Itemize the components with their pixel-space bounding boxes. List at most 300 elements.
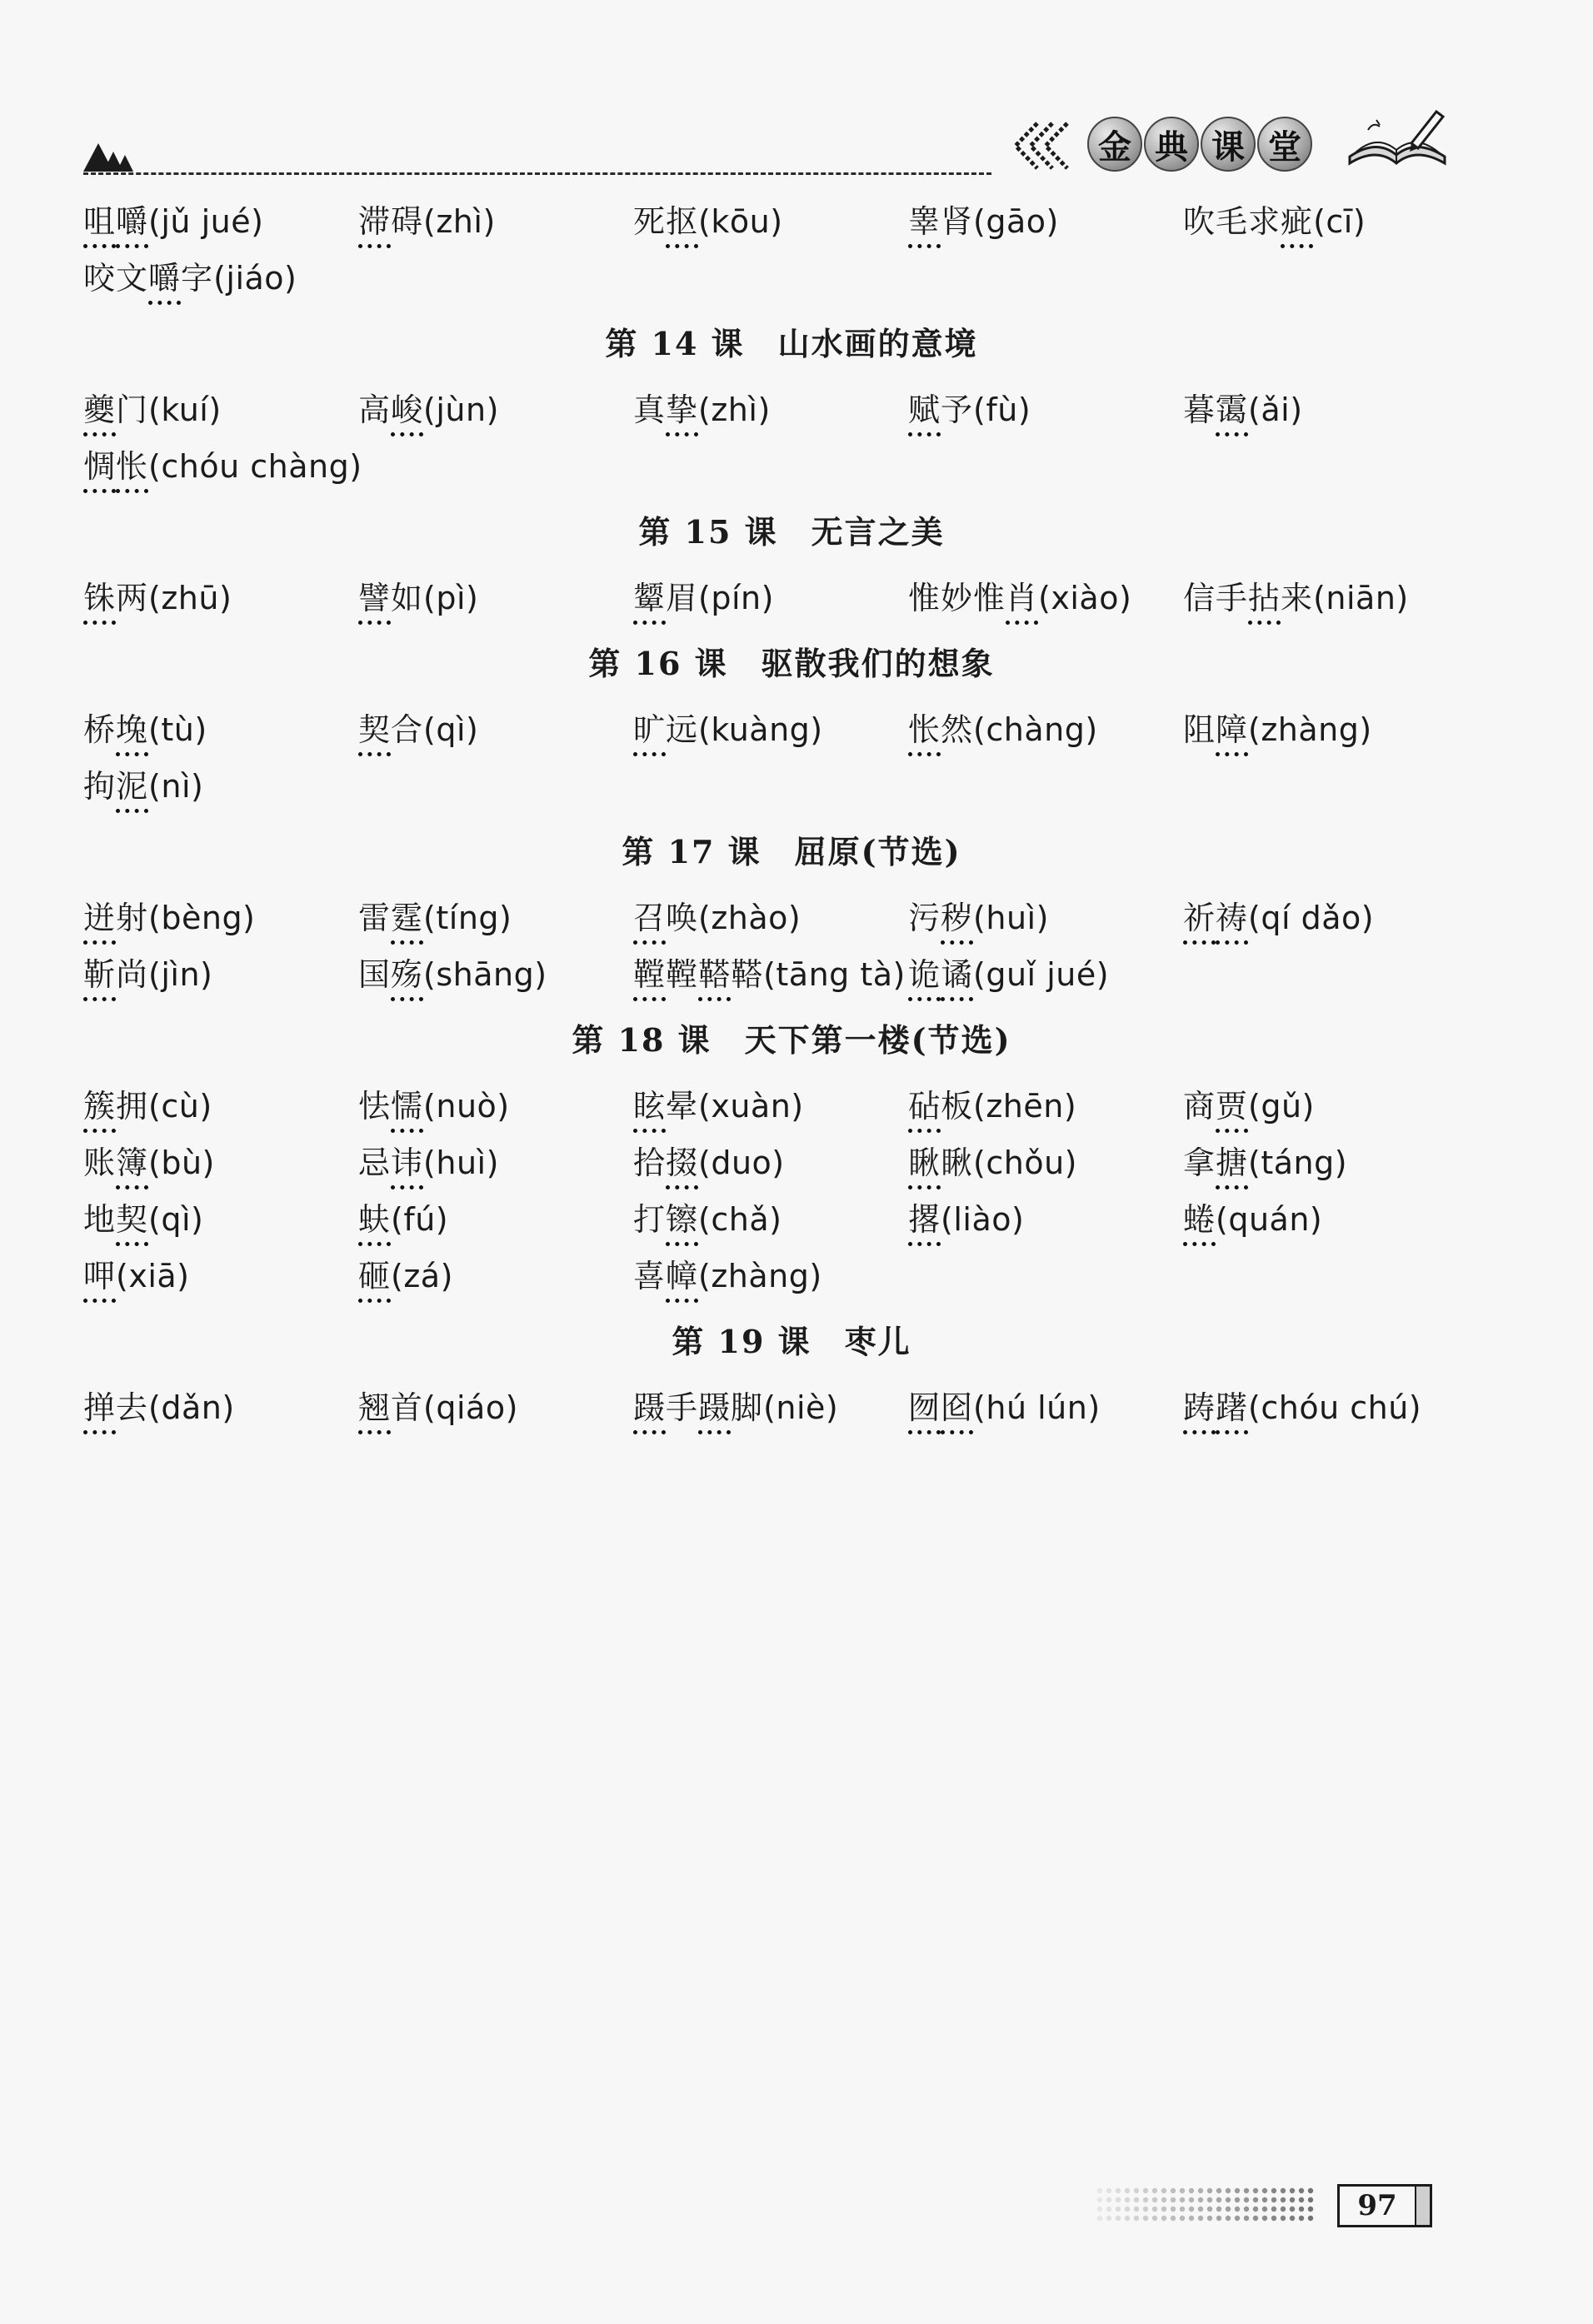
dot-pattern-ornament: [1093, 2184, 1318, 2226]
vocabulary-content: [83, 193, 1500, 1436]
vocab-word: [83, 956, 148, 993]
vocab-item: [908, 202, 1183, 242]
header-dashed-rule: [83, 172, 991, 175]
vocab-item: [83, 898, 358, 938]
emphasis-dot-char: 咀: [83, 203, 117, 240]
emphasis-dot-char: 撂: [908, 1201, 941, 1238]
vocab-item: [358, 1086, 633, 1126]
vocab-item: [358, 955, 633, 995]
emphasis-dot-char: 翘: [358, 1389, 392, 1426]
open-book-pencil-icon: [1343, 105, 1451, 172]
vocab-item: [83, 258, 358, 298]
vocab-row: [83, 438, 1500, 495]
vocab-row: [83, 193, 1500, 250]
vocab-word: [358, 1389, 423, 1426]
emphasis-dot-char: 疵: [1281, 203, 1314, 240]
vocab-word: [358, 711, 423, 748]
vocab-pinyin: (kuàng): [698, 711, 823, 748]
triangle-ornament-icon: [82, 140, 140, 173]
vocab-item: [908, 898, 1183, 938]
vocab-item: [1183, 710, 1458, 750]
vocab-item: [1183, 1199, 1458, 1239]
vocab-pinyin: (chàng): [973, 711, 1098, 748]
vocab-word: [358, 203, 423, 240]
word-char: 来: [1281, 580, 1314, 616]
vocab-word: [633, 580, 698, 616]
vocab-pinyin: (chǒu): [973, 1145, 1077, 1181]
vocab-word: [83, 448, 148, 485]
vocab-word: [908, 1088, 973, 1125]
vocab-word: [633, 391, 698, 428]
brand-title: [1087, 117, 1312, 172]
vocab-row: [83, 758, 1500, 815]
vocab-word: [633, 1088, 698, 1125]
vocab-word: [83, 580, 148, 616]
vocab-item: [908, 390, 1183, 430]
vocab-item: [908, 578, 1183, 618]
word-char: 晕: [666, 1088, 699, 1125]
vocab-item: [633, 1199, 908, 1239]
vocab-pinyin: (kuí): [148, 391, 222, 428]
lesson-title: 第 14 课 山水画的意境: [605, 325, 978, 362]
emphasis-dot-char: 障: [1216, 711, 1249, 748]
word-char: 如: [391, 580, 424, 616]
vocab-row: [83, 946, 1500, 1003]
vocab-word: [358, 956, 423, 993]
vocab-row: [83, 890, 1500, 946]
emphasis-dot-char: 嚼: [116, 203, 149, 240]
vocab-pinyin: (bèng): [148, 900, 256, 936]
vocab-item: [83, 390, 358, 430]
vocab-word: [1183, 580, 1313, 616]
emphasis-dot-char: 眩: [633, 1088, 667, 1125]
vocab-row: [83, 701, 1500, 758]
vocab-word: [633, 956, 763, 993]
word-char: 忌: [358, 1145, 392, 1181]
vocab-item: [633, 1256, 908, 1296]
emphasis-dot-char: 囵: [941, 1389, 974, 1426]
emphasis-dot-char: 囫: [908, 1389, 941, 1426]
word-char: 板: [941, 1088, 974, 1125]
emphasis-dot-char: 契: [358, 711, 392, 748]
emphasis-dot-char: 泥: [116, 768, 149, 805]
emphasis-dot-char: 靳: [83, 956, 117, 993]
emphasis-dot-char: 躇: [1216, 1389, 1249, 1426]
vocab-pinyin: (qí dǎo): [1248, 900, 1375, 936]
vocab-item: [83, 1143, 358, 1183]
word-char: 阻: [1183, 711, 1216, 748]
vocab-item: [83, 1086, 358, 1126]
emphasis-dot-char: 簇: [83, 1088, 117, 1125]
vocab-word: [358, 391, 423, 428]
vocab-pinyin: (táng): [1248, 1145, 1348, 1181]
lesson-title: 第 18 课 天下第一楼(节选): [572, 1021, 1011, 1059]
word-char: 拾: [633, 1145, 667, 1181]
vocab-pinyin: (dǎn): [148, 1389, 235, 1426]
vocab-pinyin: (tíng): [423, 900, 512, 936]
page-number-box: [1337, 2184, 1432, 2227]
emphasis-dot-char: 蚨: [358, 1201, 392, 1238]
word-char: 文: [116, 260, 149, 297]
vocab-pinyin: (chǎ): [698, 1201, 782, 1238]
vocab-item: [83, 446, 362, 486]
vocab-pinyin: (bù): [148, 1145, 215, 1181]
vocab-item: [633, 710, 908, 750]
vocab-pinyin: (cī): [1313, 203, 1366, 240]
word-char: 鞺: [666, 956, 699, 993]
vocab-item: [83, 955, 358, 995]
vocab-item: [908, 955, 1183, 995]
vocab-item: [358, 1199, 633, 1239]
vocab-item: [633, 578, 908, 618]
lesson-title: 第 15 课 无言之美: [638, 513, 945, 551]
word-char: 肾: [941, 203, 974, 240]
emphasis-dot-char: 诡: [908, 956, 941, 993]
vocab-word: [633, 711, 698, 748]
word-char: 唤: [666, 900, 699, 936]
word-char: 高: [358, 391, 392, 428]
emphasis-dot-char: 肖: [1006, 580, 1039, 616]
vocab-row: [83, 1135, 1500, 1191]
vocab-pinyin: (zhàng): [1248, 711, 1372, 748]
vocab-pinyin: (zhū): [148, 580, 232, 616]
vocab-item: [908, 1143, 1183, 1183]
word-char: 地: [83, 1201, 117, 1238]
vocab-pinyin: (xiào): [1038, 580, 1132, 616]
vocab-word: [358, 1145, 423, 1181]
emphasis-dot-char: 堍: [116, 711, 149, 748]
vocab-item: [83, 578, 358, 618]
emphasis-dot-char: 惆: [83, 448, 117, 485]
emphasis-dot-char: 契: [116, 1201, 149, 1238]
word-char: 信: [1183, 580, 1216, 616]
vocab-row: [83, 1248, 1500, 1304]
word-char: 碍: [391, 203, 424, 240]
vocab-item: [358, 1143, 633, 1183]
vocab-word: [358, 1258, 391, 1294]
vocab-word: [633, 1145, 698, 1181]
lesson-title: 第 19 课 枣儿: [672, 1323, 911, 1360]
word-char: 手: [1216, 580, 1249, 616]
emphasis-dot-char: 幛: [666, 1258, 699, 1294]
vocab-word: [1183, 1145, 1248, 1181]
word-char: 拘: [83, 768, 117, 805]
word-char: 桥: [83, 711, 117, 748]
word-char: 商: [1183, 1088, 1216, 1125]
vocab-pinyin: (pì): [423, 580, 479, 616]
vocab-row: [83, 1078, 1500, 1135]
word-char: 拿: [1183, 1145, 1216, 1181]
vocab-pinyin: (jiáo): [213, 260, 297, 297]
vocab-word: [83, 1389, 148, 1426]
vocab-pinyin: (shāng): [423, 956, 547, 993]
vocab-pinyin: (zhēn): [973, 1088, 1077, 1125]
word-char: 合: [391, 711, 424, 748]
vocab-item: [83, 766, 358, 806]
vocab-item: [83, 1256, 358, 1296]
emphasis-dot-char: 怅: [908, 711, 941, 748]
vocab-item: [358, 390, 633, 430]
word-char: 妙: [941, 580, 974, 616]
emphasis-dot-char: 瞅: [908, 1145, 941, 1181]
vocab-pinyin: (zhàng): [698, 1258, 822, 1294]
vocab-word: [1183, 1088, 1248, 1125]
vocab-word: [1183, 1201, 1216, 1238]
vocab-pinyin: (fú): [391, 1201, 449, 1238]
vocab-pinyin: (huì): [973, 900, 1049, 936]
vocab-row: [83, 1379, 1500, 1436]
vocab-item: [908, 1086, 1183, 1126]
vocab-row: [83, 382, 1500, 438]
page-tab-marker: [1415, 2187, 1430, 2225]
emphasis-dot-char: 譬: [358, 580, 392, 616]
vocab-item: [908, 710, 1183, 750]
vocab-word: [908, 900, 973, 936]
vocab-word: [358, 900, 423, 936]
vocab-item: [358, 1256, 633, 1296]
vocab-word: [83, 391, 148, 428]
vocab-pinyin: (duo): [698, 1145, 785, 1181]
emphasis-dot-char: 赋: [908, 391, 941, 428]
emphasis-dot-char: 嚼: [148, 260, 182, 297]
word-char: 尚: [116, 956, 149, 993]
emphasis-dot-char: 秽: [941, 900, 974, 936]
vocab-item: [1183, 1086, 1458, 1126]
emphasis-dot-char: 懦: [391, 1088, 424, 1125]
vocab-word: [1183, 1389, 1248, 1426]
emphasis-dot-char: 祷: [1216, 900, 1249, 936]
vocab-item: [358, 898, 633, 938]
emphasis-dot-char: 旷: [633, 711, 667, 748]
vocab-pinyin: (pín): [698, 580, 774, 616]
vocab-item: [1183, 202, 1458, 242]
vocab-item: [633, 898, 908, 938]
vocab-word: [83, 203, 148, 240]
emphasis-dot-char: 砸: [358, 1258, 392, 1294]
vocab-item: [1183, 578, 1458, 618]
vocab-row: [83, 570, 1500, 626]
emphasis-dot-char: 掇: [666, 1145, 699, 1181]
emphasis-dot-char: 铢: [83, 580, 117, 616]
vocab-item: [633, 1143, 908, 1183]
word-char: 射: [116, 900, 149, 936]
vocab-item: [358, 202, 633, 242]
vocab-pinyin: (gǔ): [1248, 1088, 1315, 1125]
vocab-word: [83, 768, 148, 805]
word-char: 暮: [1183, 391, 1216, 428]
vocab-pinyin: (chóu chú): [1248, 1389, 1422, 1426]
emphasis-dot-char: 镲: [666, 1201, 699, 1238]
vocab-pinyin: (zhì): [423, 203, 496, 240]
word-char: 远: [666, 711, 699, 748]
vocab-pinyin: (tù): [148, 711, 207, 748]
vocab-pinyin: (xuàn): [698, 1088, 804, 1125]
word-char: 脚: [731, 1389, 764, 1426]
vocab-pinyin: (guǐ jué): [973, 956, 1110, 993]
vocab-pinyin: (kōu): [698, 203, 783, 240]
vocab-item: [633, 955, 908, 995]
vocab-word: [83, 260, 213, 297]
vocab-pinyin: (fù): [973, 391, 1031, 428]
vocab-word: [83, 1258, 116, 1294]
vocab-item: [83, 710, 358, 750]
emphasis-dot-char: 殇: [391, 956, 424, 993]
word-char: 死: [633, 203, 667, 240]
emphasis-dot-char: 簿: [116, 1145, 149, 1181]
vocab-word: [358, 1201, 391, 1238]
emphasis-dot-char: 鞳: [698, 956, 732, 993]
lesson-title: 第 16 课 驱散我们的想象: [588, 645, 995, 682]
emphasis-dot-char: 挚: [666, 391, 699, 428]
vocab-word: [908, 956, 973, 993]
emphasis-dot-char: 峻: [391, 391, 424, 428]
chevron-ornament-icon: [1004, 117, 1079, 175]
vocab-item: [358, 578, 633, 618]
vocab-word: [633, 1258, 698, 1294]
emphasis-dot-char: 讳: [391, 1145, 424, 1181]
emphasis-dot-char: 搪: [1216, 1145, 1249, 1181]
vocab-word: [83, 1088, 148, 1125]
lesson-title: 第 17 课 屈原(节选): [622, 833, 961, 870]
vocab-word: [633, 1389, 763, 1426]
brand-char: 典: [1144, 117, 1199, 172]
word-char: 咬: [83, 260, 117, 297]
vocab-pinyin: (qì): [148, 1201, 204, 1238]
vocab-item: [83, 1199, 358, 1239]
vocab-word: [1183, 900, 1248, 936]
vocab-word: [1183, 203, 1313, 240]
vocab-pinyin: (cù): [148, 1088, 212, 1125]
word-char: 真: [633, 391, 667, 428]
vocab-word: [908, 711, 973, 748]
emphasis-dot-char: 掸: [83, 1389, 117, 1426]
emphasis-dot-char: 滞: [358, 203, 392, 240]
vocab-word: [358, 1088, 423, 1125]
vocab-item: [83, 1388, 358, 1428]
vocab-pinyin: (qì): [423, 711, 479, 748]
vocab-word: [83, 900, 148, 936]
vocab-word: [633, 900, 698, 936]
vocab-word: [908, 580, 1038, 616]
vocab-word: [908, 203, 973, 240]
vocab-pinyin: (niè): [763, 1389, 839, 1426]
emphasis-dot-char: 蹑: [633, 1389, 667, 1426]
word-char: 求: [1248, 203, 1281, 240]
vocab-pinyin: (gāo): [973, 203, 1059, 240]
vocab-pinyin: (jùn): [423, 391, 499, 428]
vocab-word: [908, 1389, 973, 1426]
vocab-word: [633, 203, 698, 240]
word-char: 瞅: [941, 1145, 974, 1181]
word-char: 打: [633, 1201, 667, 1238]
word-char: 两: [116, 580, 149, 616]
emphasis-dot-char: 迸: [83, 900, 117, 936]
vocab-item: [358, 1388, 633, 1428]
word-char: 字: [181, 260, 214, 297]
brand-char: 堂: [1257, 117, 1312, 172]
vocab-pinyin: (chóu chàng): [148, 448, 362, 485]
vocab-pinyin: (hú lún): [973, 1389, 1101, 1426]
vocab-word: [1183, 391, 1248, 428]
vocab-pinyin: (zá): [391, 1258, 453, 1294]
vocab-pinyin: (niān): [1313, 580, 1409, 616]
vocab-item: [633, 1086, 908, 1126]
emphasis-dot-char: 鞺: [633, 956, 667, 993]
word-char: 吹: [1183, 203, 1216, 240]
word-char: 账: [83, 1145, 117, 1181]
emphasis-dot-char: 怅: [116, 448, 149, 485]
emphasis-dot-char: 砧: [908, 1088, 941, 1125]
vocab-item: [908, 1388, 1183, 1428]
vocab-item: [1183, 1143, 1458, 1183]
word-char: 予: [941, 391, 974, 428]
word-char: 惟: [973, 580, 1006, 616]
vocab-pinyin: (nuò): [423, 1088, 510, 1125]
word-char: 去: [116, 1389, 149, 1426]
vocab-word: [908, 391, 973, 428]
vocab-item: [908, 1199, 1183, 1239]
emphasis-dot-char: 霭: [1216, 391, 1249, 428]
word-char: 喜: [633, 1258, 667, 1294]
vocab-word: [358, 580, 423, 616]
vocab-row: [83, 1191, 1500, 1248]
vocab-pinyin: (qiáo): [423, 1389, 518, 1426]
emphasis-dot-char: 抠: [666, 203, 699, 240]
emphasis-dot-char: 霆: [391, 900, 424, 936]
word-char: 然: [941, 711, 974, 748]
vocab-item: [1183, 1388, 1458, 1428]
word-char: 拥: [116, 1088, 149, 1125]
word-char: 眉: [666, 580, 699, 616]
vocab-item: [633, 390, 908, 430]
vocab-item: [83, 202, 358, 242]
vocab-pinyin: (quán): [1216, 1201, 1323, 1238]
word-char: 惟: [908, 580, 941, 616]
word-char: 鞳: [731, 956, 764, 993]
word-char: 国: [358, 956, 392, 993]
vocab-pinyin: (zhào): [698, 900, 801, 936]
vocab-item: [1183, 390, 1458, 430]
vocab-word: [83, 1145, 148, 1181]
vocab-pinyin: (jǔ jué): [148, 203, 264, 240]
vocab-item: [633, 1388, 908, 1428]
page-number: 97: [1357, 2189, 1397, 2222]
brand-char: 课: [1201, 117, 1256, 172]
vocab-pinyin: (jìn): [148, 956, 213, 993]
emphasis-dot-char: 蜷: [1183, 1201, 1216, 1238]
emphasis-dot-char: 呷: [83, 1258, 117, 1294]
vocab-pinyin: (zhì): [698, 391, 771, 428]
vocab-word: [1183, 711, 1248, 748]
word-char: 手: [666, 1389, 699, 1426]
vocab-pinyin: (huì): [423, 1145, 499, 1181]
word-char: 雷: [358, 900, 392, 936]
vocab-pinyin: (xiā): [116, 1258, 190, 1294]
emphasis-dot-char: 颦: [633, 580, 667, 616]
emphasis-dot-char: 睾: [908, 203, 941, 240]
emphasis-dot-char: 踌: [1183, 1389, 1216, 1426]
emphasis-dot-char: 谲: [941, 956, 974, 993]
emphasis-dot-char: 贾: [1216, 1088, 1249, 1125]
brand-char: 金: [1087, 117, 1142, 172]
vocab-pinyin: (liào): [941, 1201, 1025, 1238]
vocab-pinyin: (tāng tà): [763, 956, 906, 993]
vocab-pinyin: (ǎi): [1248, 391, 1303, 428]
emphasis-dot-char: 祈: [1183, 900, 1216, 936]
emphasis-dot-char: 夔: [83, 391, 117, 428]
word-char: 污: [908, 900, 941, 936]
vocab-pinyin: (nì): [148, 768, 204, 805]
